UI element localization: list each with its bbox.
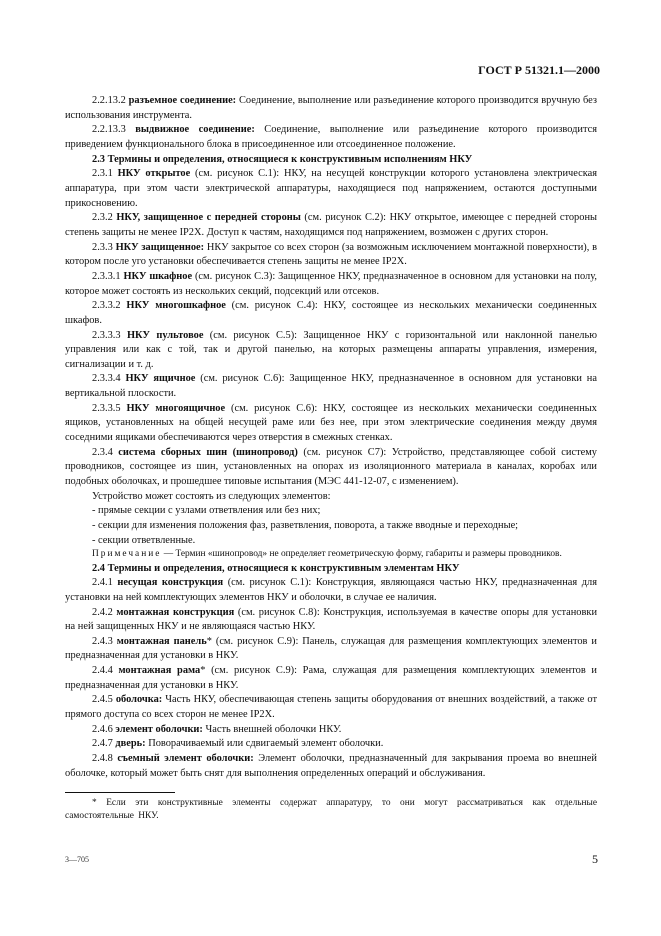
clause-2-4-1: 2.4.1 несущая конструкция (см. рисунок С.1): Конструкция, являющаяся частью НКУ, предназначенная для установки на ней комплектующих элементов НКУ и оболочки, в случае ее наличия. [65,577,597,603]
elements-intro: Устройство может состоять из следующих элементов: [92,490,331,502]
clause-2-3-3-2: 2.3.3.2 НКУ многошкафное (см. рисунок С.4): НКУ, состоящее из нескольких механически соединенных шкафов. [65,300,597,326]
footnote-text: Если эти конструктивные элементы содержат аппаратуру, то они могут рассматриваться как отдельные самостоятельные НКУ. [65,798,597,822]
clause-2-3-3-3: 2.3.3.3 НКУ пультовое (см. рисунок С.5): Защищенное НКУ с горизонтальной или наклонной панелью управления или как с той, так и другой панелью, на которых размещены аппараты управления, измерения, сигнализации и т. д. [65,329,597,370]
section-heading-2-4: 2.4 Термины и определения, относящиеся к конструктивным элементам НКУ [92,562,460,574]
clause-2-2-13-2: 2.2.13.2 разъемное соединение: Соединение, выполнение или разъединение которого производится вручную без использования инструмента. [65,95,598,121]
note-label: Примечание [92,549,162,560]
clause-2-3-2: 2.3.2 НКУ, защищенное с передней стороны (см. рисунок С.2): НКУ открытое, имеющее с передней стороны степень защиты не менее IP2X. Доступ к частям, находящимся под напряжением, возможен с других сторон. [65,212,597,238]
clause-2-3-4: 2.3.4 система сборных шин (шинопровод) (см. рисунок С7): Устройство, представляющее собой систему проводников, состоящее из шин, установленных на опорах из изоляционного материала в каналах, коробах или подобных оболочках, и прошедшее типовые испытания (МЭС 441-12-07, с изменением). [65,446,597,488]
document-header: ГОСТ Р 51321.1—2000 [478,63,600,77]
footnote [65,797,597,823]
document-body [65,94,597,823]
clause-2-3-3-4: 2.3.3.4 НКУ ящичное (см. рисунок С.6): Защищенное НКУ, предназначенное в основном для установки на вертикальной плоскости. [65,373,597,400]
footnote-mark: * [92,798,97,809]
footnote-divider [65,792,175,793]
clause-2-4-2: 2.4.2 монтажная конструкция (см. рисунок С.8): Конструкция, используемая в качестве опоры для установки на ней защищенных НКУ и не являющаяся частью НКУ. [65,606,597,633]
clause-2-4-7: 2.4.7 дверь: Поворачиваемый или сдвигаемый элемент оболочки. [92,738,384,750]
print-code: 3—705 [65,855,89,864]
clause-2-4-5: 2.4.5 оболочка: Часть НКУ, обеспечивающая степень защиты оборудования от внешних воздействий, а также от прямого доступа со всех сторон не менее IP2X. [65,694,597,721]
clause-2-2-13-3: 2.2.13.3 выдвижное соединение: Соединение, выполнение или разъединение которого производится приведением функционального блока в присоединенное или отсоединенное положение. [65,124,597,150]
note-text: — Термин «шинопровод» не определяет геометрическую форму, габариты и размеры проводников. [161,549,562,560]
clause-2-4-4: 2.4.4 монтажная рама* (см. рисунок С.9): Рама, служащая для размещения комплектующих элементов и предназначенная для установки в НКУ. [65,665,597,691]
section-heading-2-3: 2.3 Термины и определения, относящиеся к конструктивным исполнениям НКУ [92,153,473,165]
clause-2-3-1: 2.3.1 НКУ открытое (см. рисунок С.1): НКУ, на несущей конструкции которого установлена электрическая аппаратура, при этом части электрической аппаратуры, находящиеся под напряжением, остаются доступными прикосновению. [65,168,598,209]
clause-2-4-6: 2.4.6 элемент оболочки: Часть внешней оболочки НКУ. [92,723,342,735]
clause-2-3-3-5: 2.3.3.5 НКУ многоящичное (см. рисунок С.6): НКУ, состоящее из нескольких механически соединенных ящиков, установленных на общей несущей раме или без нее, при этом электрические соединения между двумя соседними ящиками обеспечиваются через отверстия в смежных стенках. [65,402,597,444]
clause-2-3-3: 2.3.3 НКУ защищенное: НКУ закрытое со всех сторон (за возможным исключением монтажной поверхности), в котором после уго установки обеспечивается степень защиты не менее IP2X. [65,241,597,268]
list-item: - секции для изменения положения фаз, разветвления, поворота, а также вводные и переходные; [92,520,519,532]
list-item: - прямые секции с узлами ответвления или без них; [92,505,321,517]
note [65,548,597,561]
list-item: - секции ответвленные. [92,534,196,546]
clause-2-4-8: 2.4.8 съемный элемент оболочки: Элемент оболочки, предназначенный для закрывания проема во внешней оболочке, который может быть снят для выполнения определенных операций и обслуживания. [65,753,597,779]
clause-2-3-3-1: 2.3.3.1 НКУ шкафное (см. рисунок С.3): Защищенное НКУ, предназначенное в основном для установки на полу, которое может состоять из нескольких секций, подсекций или отсеков. [65,270,597,297]
page-number: 5 [592,852,598,866]
clause-2-4-3: 2.4.3 монтажная панель* (см. рисунок С.9): Панель, служащая для размещения комплектующих элементов и предназначенная для установки в НКУ. [65,635,597,662]
